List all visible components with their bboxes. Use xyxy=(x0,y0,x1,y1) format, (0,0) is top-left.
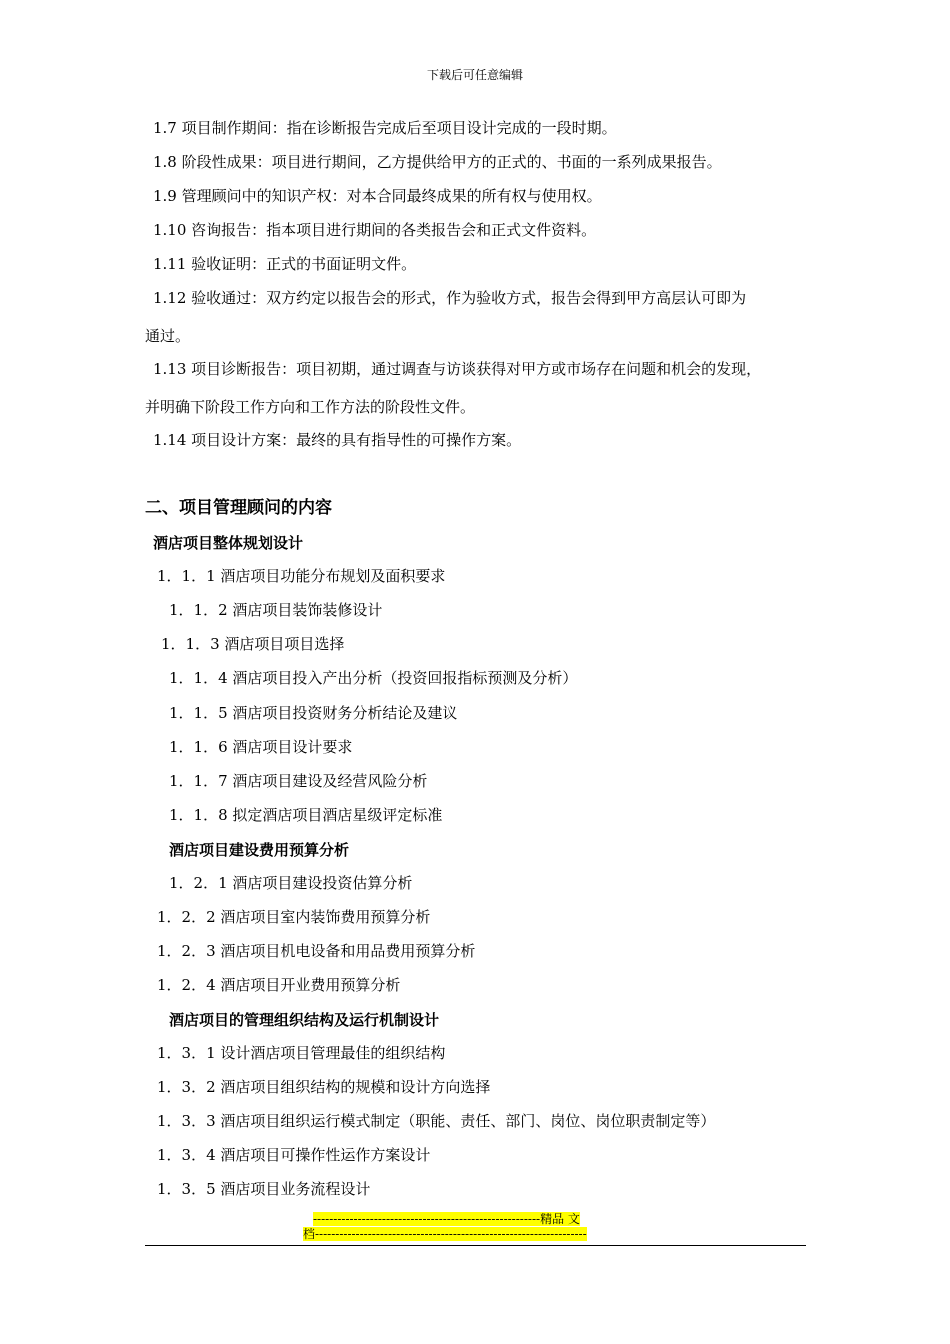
list-item: 1．1．4 酒店项目投入产出分析（投资回报指标预测及分析） xyxy=(169,669,578,687)
list-item: 1．1．2 酒店项目装饰装修设计 xyxy=(169,601,383,619)
list-item: 1．2．2 酒店项目室内装饰费用预算分析 xyxy=(157,908,431,926)
definition-1-8: 1.8 阶段性成果：项目进行期间，乙方提供给甲方的正式的、书面的一系列成果报告。 xyxy=(153,153,722,171)
list-item: 1．1．3 酒店项目项目选择 xyxy=(161,635,345,653)
definition-1-11: 1.11 验收证明：正式的书面证明文件。 xyxy=(153,255,417,273)
list-item: 1．3．1 设计酒店项目管理最佳的组织结构 xyxy=(157,1044,446,1062)
definition-1-12: 1.12 验收通过：双方约定以报告会的形式，作为验收方式，报告会得到甲方高层认可即为 xyxy=(153,289,747,307)
page-header: 下载后可任意编辑 xyxy=(426,68,523,82)
list-item: 1．2．1 酒店项目建设投资估算分析 xyxy=(169,874,413,892)
definition-1-9: 1.9 管理顾问中的知识产权：对本合同最终成果的所有权与使用权。 xyxy=(153,187,602,205)
group-heading-planning: 酒店项目整体规划设计 xyxy=(153,534,304,552)
list-item: 1．3．2 酒店项目组织结构的规模和设计方向选择 xyxy=(157,1078,491,1096)
footer-watermark-line2 xyxy=(303,1227,587,1242)
footer-watermark-line1-text: --------------------------------------------------------精品 文 xyxy=(313,1212,580,1226)
definition-1-7: 1.7 项目制作期间：指在诊断报告完成后至项目设计完成的一段时期。 xyxy=(153,119,617,137)
section-heading: 二、项目管理顾问的内容 xyxy=(145,498,332,518)
list-item: 1．1．8 拟定酒店项目酒店星级评定标准 xyxy=(169,806,443,824)
list-item: 1．3．5 酒店项目业务流程设计 xyxy=(157,1180,371,1198)
list-item: 1．1．6 酒店项目设计要求 xyxy=(169,738,353,756)
definition-1-14: 1.14 项目设计方案：最终的具有指导性的可操作方案。 xyxy=(153,431,522,449)
list-item: 1．2．4 酒店项目开业费用预算分析 xyxy=(157,976,401,994)
list-item: 1．1．7 酒店项目建设及经营风险分析 xyxy=(169,772,428,790)
list-item: 1．3．3 酒店项目组织运行模式制定（职能、责任、部门、岗位、岗位职责制定等） xyxy=(157,1112,716,1130)
list-item: 1．3．4 酒店项目可操作性运作方案设计 xyxy=(157,1146,431,1164)
definition-1-13: 1.13 项目诊断报告：项目初期，通过调查与访谈获得对甲方或市场存在问题和机会的发现， xyxy=(153,360,762,378)
group-heading-organization: 酒店项目的管理组织结构及运行机制设计 xyxy=(169,1011,440,1029)
footer-watermark-line2-text: 档------------------------------------------------------------------- xyxy=(303,1227,587,1241)
footer-watermark-line1 xyxy=(313,1212,580,1227)
list-item: 1．2．3 酒店项目机电设备和用品费用预算分析 xyxy=(157,942,476,960)
list-item: 1．1．1 酒店项目功能分布规划及面积要求 xyxy=(157,567,446,585)
group-heading-budget: 酒店项目建设费用预算分析 xyxy=(169,841,350,859)
definition-1-12-cont: 通过。 xyxy=(145,327,191,345)
footer-divider xyxy=(145,1245,806,1246)
list-item: 1．1．5 酒店项目投资财务分析结论及建议 xyxy=(169,704,458,722)
definition-1-10: 1.10 咨询报告：指本项目进行期间的各类报告会和正式文件资料。 xyxy=(153,221,597,239)
definition-1-13-cont: 并明确下阶段工作方向和工作方法的阶段性文件。 xyxy=(145,398,476,416)
